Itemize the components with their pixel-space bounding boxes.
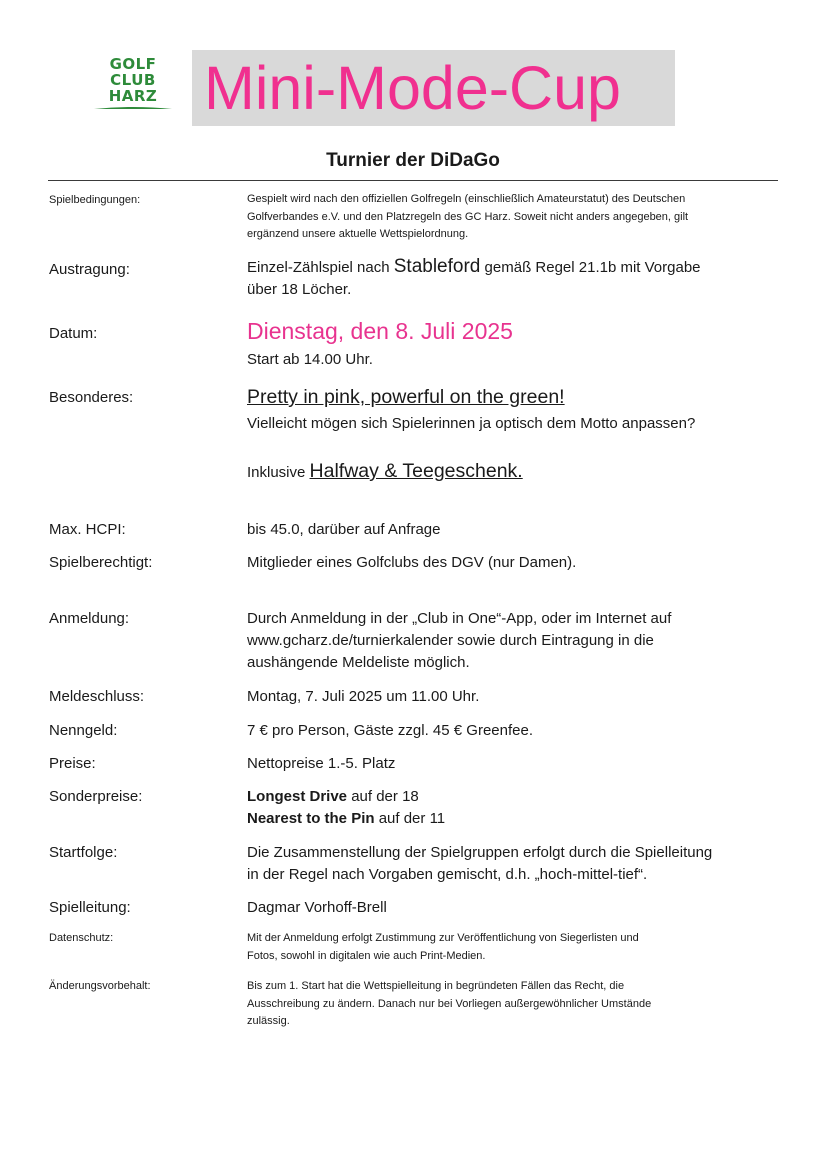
logo-line-club: CLUB (110, 71, 156, 89)
text-segment: gemäß Regel 21.1b mit Vorgabe (480, 259, 701, 276)
stableford-highlight: Stableford (393, 256, 481, 277)
label-spielleitung: Spielleitung: (49, 899, 131, 916)
motto-text (247, 384, 782, 410)
title-banner (192, 50, 675, 126)
sonderpreis-nearest-to-pin (247, 808, 782, 830)
page-title: Mini-Mode-Cup (204, 54, 621, 122)
value-preise: Nettopreise 1.-5. Platz (247, 755, 396, 772)
text-line: Durch Anmeldung in der „Club in One“-App, oder im Internet auf (247, 610, 672, 627)
text-line: Gespielt wird nach den offiziellen Golfregeln (einschließlich Amateurstatut) des Deutschen (247, 193, 686, 205)
label-preise: Preise: (49, 755, 96, 772)
value-max-hcpi: bis 45.0, darüber auf Anfrage (247, 521, 441, 538)
text-segment: auf der 11 (374, 810, 446, 827)
text-line: Fotos, sowohl in digitalen wie auch Print-Medien. (247, 949, 486, 962)
label-spielbedingungen: Spielbedingungen: (49, 194, 141, 206)
value-anmeldung (247, 608, 782, 674)
value-spielleitung: Dagmar Vorhoff-Brell (247, 899, 387, 916)
label-spielberechtigt: Spielberechtigt: (49, 554, 153, 571)
label-sonderpreise: Sonderpreise: (49, 788, 143, 805)
sonderpreis-longest-drive (247, 786, 782, 808)
label-austragung: Austragung: (49, 261, 130, 278)
value-spielberechtigt: Mitglieder eines Golfclubs des DGV (nur Damen). (247, 554, 577, 571)
logo-text (92, 56, 174, 104)
label-startfolge: Startfolge: (49, 844, 118, 861)
logo-ground-swoosh-icon (94, 106, 172, 110)
text-segment: Einzel-Zählspiel nach (247, 259, 394, 276)
value-sonderpreise (247, 786, 782, 830)
label-besonderes: Besonderes: (49, 389, 134, 406)
label-aenderungsvorbehalt: Änderungsvorbehalt: (49, 980, 151, 992)
motto: Pretty in pink, powerful on the green! (247, 386, 565, 408)
text-line: ergänzend unsere aktuelle Wettspielordnung. (247, 228, 469, 240)
label-datum: Datum: (49, 325, 98, 342)
label-datenschutz: Datenschutz: (49, 932, 114, 944)
golf-club-harz-logo (92, 56, 174, 116)
halfway-teegeschenk-highlight: Halfway & Teegeschenk. (309, 460, 523, 482)
text-line: Ausschreibung zu ändern. Danach nur bei Vorliegen außergewöhnlicher Umstände (247, 997, 652, 1010)
inklusive-line (247, 458, 782, 486)
event-date: Dienstag, den 8. Juli 2025 (247, 318, 513, 344)
text-segment: Longest Drive (247, 788, 348, 805)
label-max-hcpi: Max. HCPI: (49, 521, 126, 538)
value-startfolge (247, 842, 782, 886)
logo-line-golf: GOLF (109, 55, 157, 73)
text-segment: Inklusive (247, 464, 310, 481)
header-divider (48, 180, 778, 181)
label-nenngeld: Nenngeld: (49, 722, 118, 739)
value-besonderes: Vielleicht mögen sich Spielerinnen ja optisch dem Motto anpassen? (247, 415, 696, 432)
value-aenderungsvorbehalt (247, 978, 782, 1031)
text-line: aushängende Meldeliste möglich. (247, 654, 470, 671)
logo-line-harz: HARZ (108, 87, 158, 105)
text-line: in der Regel nach Vorgaben gemischt, d.h. „hoch-mittel-tief“. (247, 866, 648, 883)
label-anmeldung: Anmeldung: (49, 610, 130, 627)
text-segment: auf der 18 (347, 788, 419, 805)
text-line: Golfverbandes e.V. und den Platzregeln des GC Harz. Soweit nicht anders angegeben, gilt (247, 210, 689, 223)
value-meldeschluss: Montag, 7. Juli 2025 um 11.00 Uhr. (247, 688, 480, 705)
value-austragung (247, 256, 782, 301)
text-line: zulässig. (247, 1015, 290, 1027)
label-meldeschluss: Meldeschluss: (49, 688, 145, 705)
value-nenngeld: 7 € pro Person, Gäste zzgl. 45 € Greenfee. (247, 722, 533, 739)
text-line: Bis zum 1. Start hat die Wettspielleitung in begründeten Fällen das Recht, die (247, 980, 625, 992)
text-segment: Nearest to the Pin (247, 810, 375, 827)
value-spielbedingungen (247, 191, 782, 244)
value-datum (247, 316, 782, 346)
value-datenschutz (247, 930, 782, 965)
value-start-time: Start ab 14.00 Uhr. (247, 351, 373, 368)
text-line: Die Zusammenstellung der Spielgruppen erfolgt durch die Spielleitung (247, 844, 713, 861)
text-line: Mit der Anmeldung erfolgt Zustimmung zur Veröffentlichung von Siegerlisten und (247, 932, 639, 944)
austragung-line-1 (247, 256, 782, 279)
austragung-line-2: über 18 Löcher. (247, 281, 352, 298)
text-line: www.gcharz.de/turnierkalender sowie durch Eintragung in die (247, 632, 654, 649)
subtitle: Turnier der DiDaGo (326, 150, 500, 171)
